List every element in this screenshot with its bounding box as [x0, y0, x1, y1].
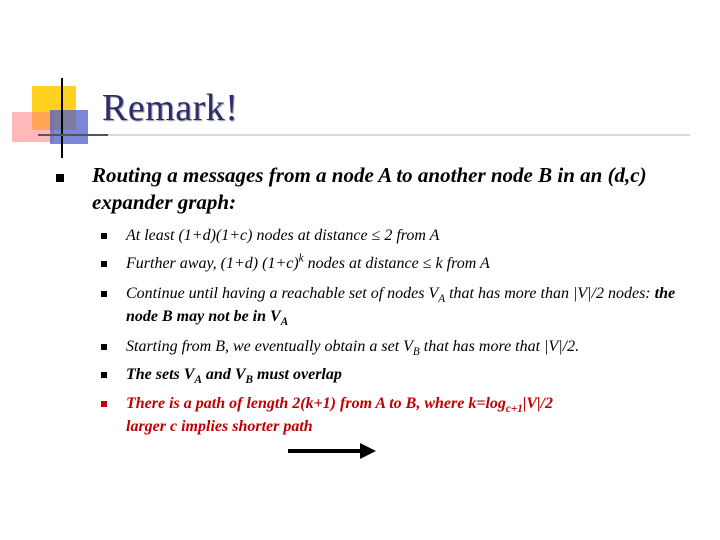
bullet-subscript: c+1 [505, 403, 523, 416]
bullet-text: Continue until having a reachable set of nodes V [126, 285, 439, 302]
square-bullet-icon [101, 261, 107, 267]
slide-title: Remark! [102, 87, 239, 129]
bullet-item-2 [126, 252, 706, 275]
square-bullet-icon [101, 344, 107, 350]
main-point: Routing a messages from a node A to another node B in an (d,c) expander graph: [92, 163, 647, 214]
bullet-text: At least (1+d)(1+c) nodes at distance ≤ 2 from A [126, 227, 440, 244]
bullet-text: Further away, (1+d) (1+c) [126, 255, 299, 272]
bullet-text: and V [201, 366, 246, 383]
square-bullet-icon [101, 233, 107, 239]
decor-vertical-line [61, 78, 63, 158]
bullet-text: |V|/2 [522, 395, 553, 412]
bullet-text: nodes at distance ≤ k from A [303, 255, 490, 272]
square-bullet-icon [101, 401, 107, 407]
title-underline [38, 134, 690, 136]
bullet-superscript: k [298, 252, 304, 265]
right-arrow-icon [288, 442, 378, 460]
decor-red-square [12, 112, 54, 142]
square-bullet-icon [101, 372, 107, 378]
bullet-text: that has more than |V|/2 nodes: [445, 285, 655, 302]
bullet-item-3 [126, 282, 706, 328]
bullet-item-6 [126, 392, 706, 438]
title-underline-accent [38, 134, 108, 136]
bullet-subscript: A [280, 316, 289, 329]
bullet-text-line2: larger c implies shorter path [126, 418, 313, 435]
bullet-subscript: B [412, 346, 420, 359]
bullet-text: There is a path of length 2(k+1) from A to B, where k=log [126, 395, 506, 412]
bullet-text: Starting from B, we eventually obtain a set V [126, 338, 413, 355]
bullet-text: must overlap [252, 366, 342, 383]
bullet-text: that has more that |V|/2. [419, 338, 580, 355]
square-bullet-icon [101, 291, 107, 297]
bullet-subscript: A [194, 374, 202, 387]
square-bullet-icon [56, 174, 64, 182]
bullet-bold-text: the node B may not be in V [126, 285, 676, 325]
bullet-item-5 [126, 363, 706, 386]
bullet-subscript: B [245, 374, 253, 387]
bullet-subscript: A [438, 293, 446, 306]
bullet-text: The sets V [126, 366, 195, 383]
bullet-item-1 [126, 224, 706, 247]
decor-blue-square [50, 110, 88, 144]
bullet-item-4 [126, 335, 706, 358]
